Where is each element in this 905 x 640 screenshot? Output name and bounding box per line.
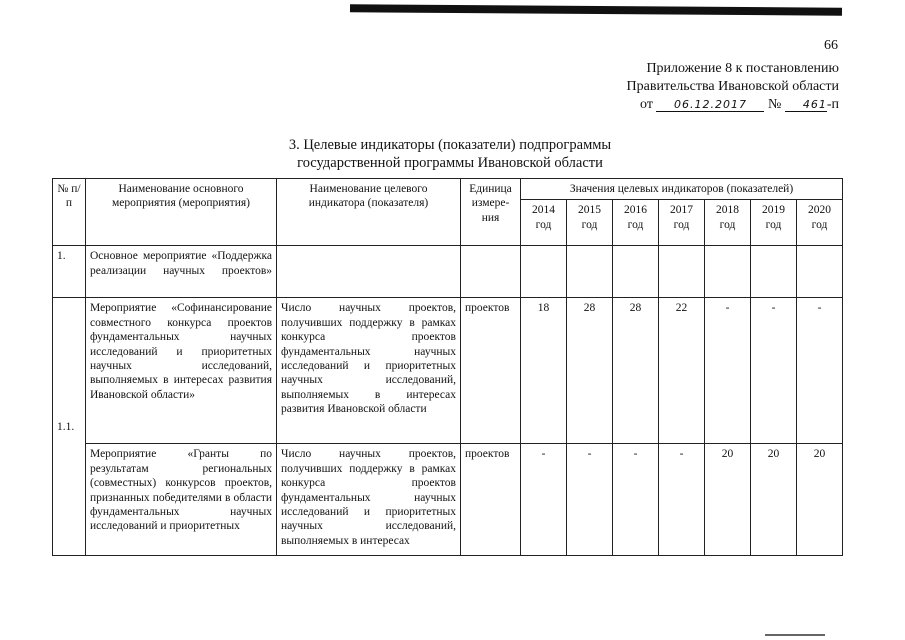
- header-year: 2016 год: [613, 200, 659, 246]
- number-suffix: -п: [826, 97, 839, 112]
- header-values-group: Значения целевых индикаторов (показателей): [521, 179, 843, 200]
- value-cell: [751, 246, 797, 298]
- appendix-line2: Правительства Ивановской области: [626, 79, 839, 94]
- value-cell: 28: [567, 298, 613, 444]
- value-cell: 28: [613, 298, 659, 444]
- table-row: [53, 298, 843, 444]
- indicators-table: [52, 178, 843, 556]
- value-cell: 20: [751, 444, 797, 556]
- value-cell: -: [705, 298, 751, 444]
- unit-cell: [461, 246, 521, 298]
- scan-edge-bar: [350, 4, 842, 15]
- value-cell: [659, 246, 705, 298]
- table-row: [53, 246, 843, 298]
- indicator-cell: [277, 444, 461, 556]
- row-subnum: 1.1.: [53, 298, 86, 556]
- appendix-line1: Приложение 8 к постановлению: [646, 61, 839, 76]
- table-row: [53, 444, 843, 556]
- row-num: 1.: [53, 246, 86, 298]
- header-row: [53, 179, 843, 200]
- handwritten-date: 06.12.2017: [656, 98, 764, 112]
- unit-cell: проектов: [461, 444, 521, 556]
- value-cell: [797, 246, 843, 298]
- value-cell: [613, 246, 659, 298]
- value-cell: -: [567, 444, 613, 556]
- header-year: 2019 год: [751, 200, 797, 246]
- appendix-header: [627, 60, 839, 114]
- value-cell: 20: [797, 444, 843, 556]
- section-title: [220, 136, 680, 172]
- scan-artifact-line: [765, 634, 825, 636]
- number-sign: №: [767, 97, 782, 112]
- header-num: № п/п: [53, 179, 86, 246]
- header-year: 2015 год: [567, 200, 613, 246]
- header-year: 2018 год: [705, 200, 751, 246]
- header-year: 2014 год: [521, 200, 567, 246]
- unit-cell: проектов: [461, 298, 521, 444]
- indicator-cell: Число научных проектов, получивших поддержку в рамках конкурса проектов фундаментальных научных исследований и приоритетных научных исследований, выполняемых в интересах развития Ивановской области: [277, 298, 461, 444]
- header-unit: Единица измере-ния: [461, 179, 521, 246]
- activity-cell: Мероприятие «Софинансирование совместного конкурса проектов фундаментальных научных исследований и приоритетных научных исследований, выполняемых в интересах развития Ивановской области»: [86, 298, 277, 444]
- from-label: от: [640, 97, 653, 112]
- activity-text: Мероприятие «Гранты по результатам региональных (совместных) конкурсов проектов, признанных победителями в области фундаментальных научных исследований и приоритетных: [90, 448, 272, 533]
- header-year: 2020 год: [797, 200, 843, 246]
- activity-cell: [86, 444, 277, 556]
- value-cell: -: [659, 444, 705, 556]
- value-cell: 18: [521, 298, 567, 444]
- value-cell: 22: [659, 298, 705, 444]
- header-activity: Наименование основного мероприятия (мероприятия): [86, 179, 277, 246]
- page-number: 66: [824, 38, 838, 53]
- activity-cell: Основное мероприятие «Поддержка реализации научных проектов»: [86, 246, 277, 298]
- indicator-text: Число научных проектов, получивших поддержку в рамках конкурса проектов фундаментальных научных исследований и приоритетных научных исследований, выполняемых в интересах: [281, 448, 456, 547]
- title-line2: государственной программы Ивановской области: [297, 155, 603, 171]
- value-cell: [521, 246, 567, 298]
- appendix-line3: [627, 96, 839, 114]
- value-cell: [705, 246, 751, 298]
- value-cell: -: [521, 444, 567, 556]
- header-year: 2017 год: [659, 200, 705, 246]
- value-cell: [567, 246, 613, 298]
- title-line1: 3. Целевые индикаторы (показатели) подпрограммы: [288, 137, 612, 153]
- value-cell: -: [797, 298, 843, 444]
- value-cell: 20: [705, 444, 751, 556]
- header-indicator: Наименование целевого индикатора (показателя): [277, 179, 461, 246]
- value-cell: -: [751, 298, 797, 444]
- value-cell: -: [613, 444, 659, 556]
- handwritten-number: 461: [785, 98, 827, 112]
- indicator-cell: [277, 246, 461, 298]
